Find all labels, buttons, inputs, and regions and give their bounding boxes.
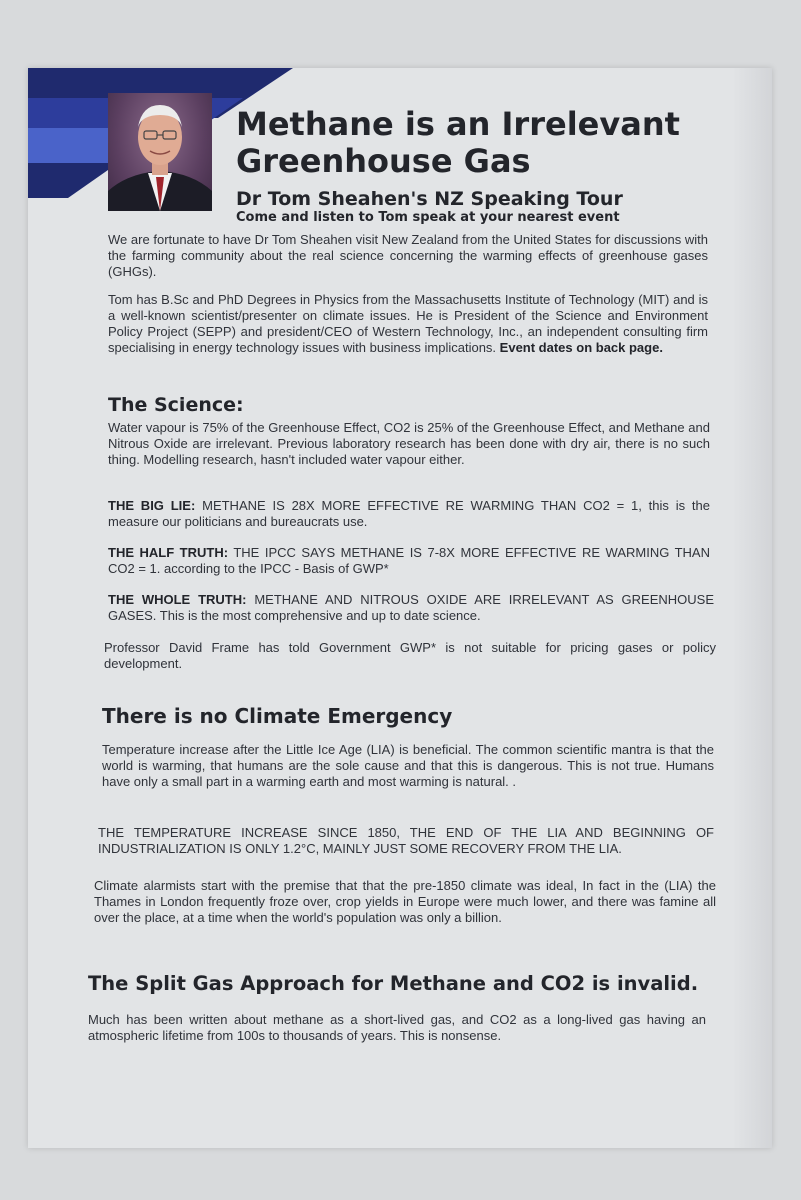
bio-paragraph (108, 292, 708, 356)
emergency-heading: There is no Climate Emergency (102, 704, 453, 728)
science-paragraph: Water vapour is 75% of the Greenhouse Effect, CO2 is 25% of the Greenhouse Effect, and Methane and Nitrous Oxide are irrelevant. Previous laboratory research has been done with dry air, there is no such thing. Modelling research, hasn't included water vapour either. (108, 420, 710, 467)
whole-truth-paragraph (108, 592, 714, 624)
page-title: Methane is an Irrelevant Greenhouse Gas (236, 105, 680, 180)
tour-tagline: Come and listen to Tom speak at your nearest event (236, 210, 620, 225)
half-truth-paragraph (108, 545, 710, 577)
big-lie-text: METHANE IS 28X MORE EFFECTIVE RE WARMING THAN CO2 = 1, this is the measure our politicians and bureaucrats use. (108, 498, 710, 529)
half-truth-label: THE HALF TRUTH: (108, 545, 229, 560)
science-heading: The Science: (108, 394, 244, 416)
split-gas-paragraph: Much has been written about methane as a short-lived gas, and CO2 as a long-lived gas having an atmospheric lifetime from 100s to thousands of years. This is nonsense. (88, 1012, 706, 1043)
split-gas-heading: The Split Gas Approach for Methane and CO2 is invalid. (88, 972, 699, 995)
emergency-paragraph-1: Temperature increase after the Little Ice Age (LIA) is beneficial. The common scientific mantra is that the world is warming, that humans are the sole cause and that this is dangerous. This is not true. Humans have only a small part in a warming earth and most warming is natural. . (102, 742, 714, 789)
event-dates-note: Event dates on back page. (499, 340, 663, 355)
intro-paragraph: We are fortunate to have Dr Tom Sheahen visit New Zealand from the United States for discussions with the farming community about the real science concerning the warming effects of greenhouse gases (GHGs). (108, 232, 708, 279)
tour-subtitle: Dr Tom Sheahen's NZ Speaking Tour (236, 188, 623, 210)
half-truth-text: THE IPCC SAYS METHANE IS 7-8X MORE EFFECTIVE RE WARMING THAN CO2 = 1. according to the IPCC - Basis of GWP* (108, 545, 710, 576)
frame-paragraph: Professor David Frame has told Government GWP* is not suitable for pricing gases or policy development. (104, 640, 716, 671)
flyer-sheet (28, 68, 772, 1148)
emergency-paragraph-3: Climate alarmists start with the premise that that the pre-1850 climate was ideal, In fact in the (LIA) the Thames in London frequently froze over, crop yields in Europe were much lower, and there was famine all over the place, at a time when the world's population was only a billion. (94, 878, 716, 925)
big-lie-label: THE BIG LIE: (108, 498, 196, 513)
whole-truth-text: METHANE AND NITROUS OXIDE ARE IRRELEVANT AS GREENHOUSE GASES. This is the most comprehensive and up to date science. (108, 592, 714, 623)
bio-text: Tom has B.Sc and PhD Degrees in Physics from the Massachusetts Institute of Technology (MIT) and is a well-known scientist/presenter on climate issues. He is President of the Science and Environment Policy Project (SEPP) and president/CEO of Western Technology, Inc., an independent consulting firm specialising in energy technology issues with business implications. (108, 292, 708, 355)
speaker-photo (108, 93, 212, 211)
whole-truth-label: THE WHOLE TRUTH: (108, 592, 247, 607)
emergency-paragraph-2: THE TEMPERATURE INCREASE SINCE 1850, THE END OF THE LIA AND BEGINNING OF INDUSTRIALIZATION IS ONLY 1.2°C, MAINLY JUST SOME RECOVERY FROM THE LIA. (98, 825, 714, 856)
big-lie-paragraph (108, 498, 710, 530)
